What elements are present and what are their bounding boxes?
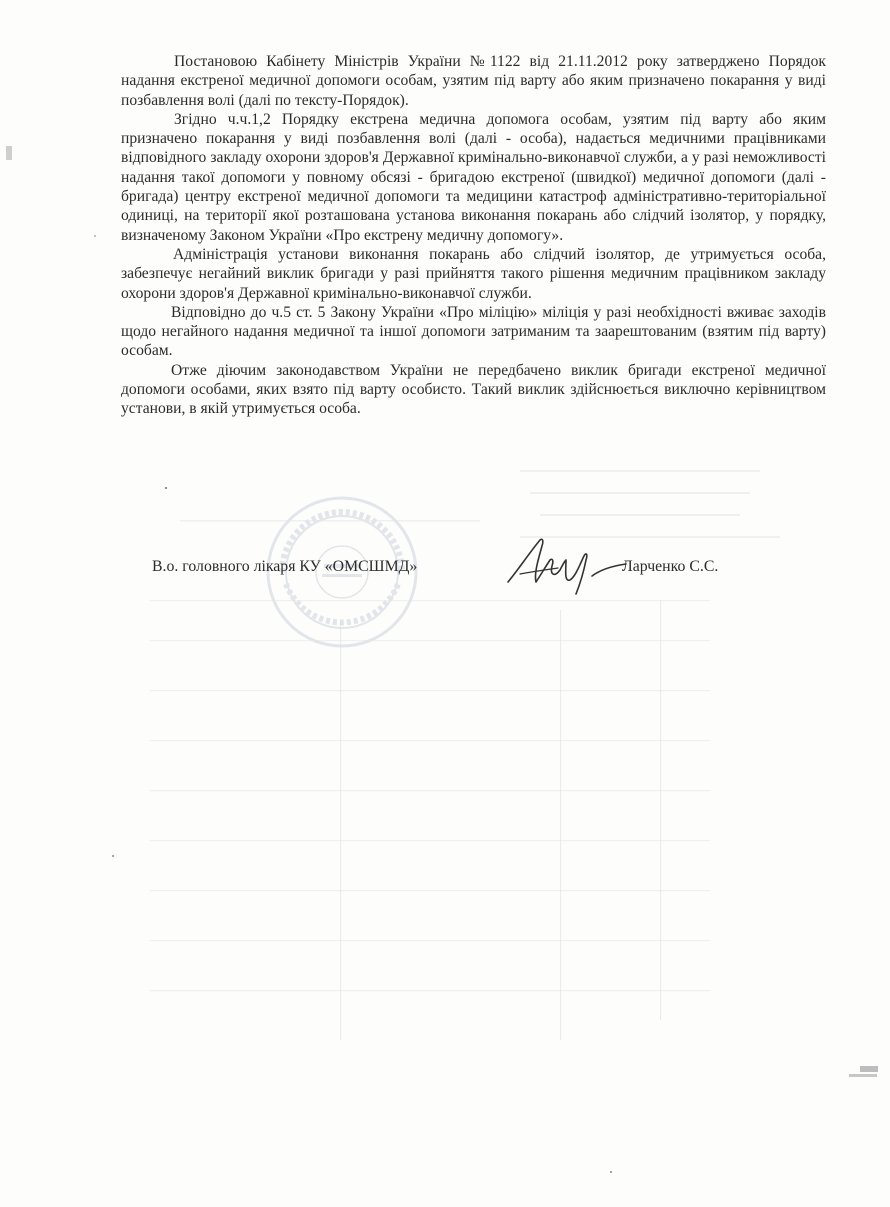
paragraph-administration: Адміністрація установи виконання покарань або слідчий ізолятор, де утримується особа, забезпечує негайний виклик бригади у разі прийняття такого рішення медичним працівником закладу охорони здоров'я Державної кримінально-виконавчої служби. xyxy=(121,245,826,302)
signatory-name: Ларченко С.С. xyxy=(622,558,719,575)
paragraph-resolution: Постановою Кабінету Міністрів України №1122 від 21.11.2012 року затверджено Порядок надання екстреної медичної допомоги особам, узятим під варту або яким призначено покарання у виді позбавлення волі (далі по тексту-Порядок). xyxy=(121,53,826,109)
letter-body xyxy=(121,52,826,419)
paragraph-procedure: Згідно ч.ч.1,2 Порядку екстрена медична допомога особам, узятим під варту або яким призначено покарання у виді позбавлення волі (далі - особа), надається медичними працівниками відповідного закладу охорони здоров'я Державної кримінально-виконавчої служби, а у разі неможливості надання такої допомоги у повному обсязі - бригадою екстреної (швидкої) медичної допомоги (далі - бригада) центру екстреної медичної допомоги та медицини катастроф адміністративно-територіальної одиниці, на території якої розташована установа виконання покарань або слідчий ізолятор, у порядку, визначеному Законом України «Про екстрену медичну допомогу». xyxy=(121,110,826,244)
paragraph-police-law: Відповідно до ч.5 ст. 5 Закону України «Про міліцію» міліція у разі необхідності вживає заходів щодо негайного надання медичної та іншої допомоги затриманим та заарештованим (взятим під варту) особам. xyxy=(121,303,826,360)
signature-block xyxy=(152,556,752,580)
signatory-position: В.о. головного лікаря КУ «ОМСШМД» xyxy=(152,558,418,575)
handwritten-signature-icon xyxy=(500,530,630,600)
ink-dot xyxy=(165,487,167,489)
paragraph-conclusion: Отже діючим законодавством України не передбачено виклик бригади екстреної медичної допомоги особами, яких взято під варту особисто. Такий виклик здійснюється виключно керівництвом установи, в якій утримується особа. xyxy=(121,361,826,418)
